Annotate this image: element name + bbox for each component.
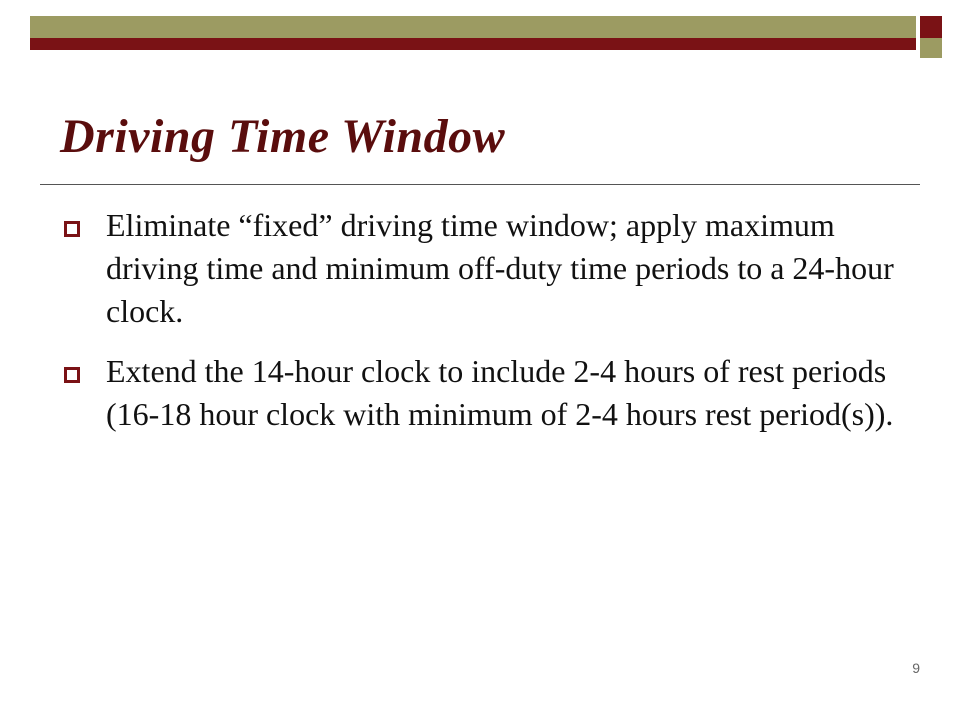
bullet-list — [0, 204, 960, 453]
header-corner-olive-square — [920, 38, 942, 58]
slide-title: Driving Time Window — [60, 110, 506, 163]
bullet-text: Eliminate “fixed” driving time window; apply maximum driving time and minimum off-duty time periods to a 24-hour clock. — [106, 207, 894, 329]
bullet-text: Extend the 14-hour clock to include 2-4 hours of rest periods (16-18 hour clock with minimum of 2-4 hours rest period(s)). — [106, 353, 894, 432]
page-number: 9 — [912, 660, 920, 676]
header-corner-red-square — [920, 16, 942, 38]
header-bar-olive — [30, 16, 916, 38]
hollow-square-bullet-icon — [64, 367, 80, 383]
title-divider — [40, 184, 920, 185]
header-bar-red — [30, 38, 916, 50]
bullet-item — [0, 204, 960, 333]
hollow-square-bullet-icon — [64, 221, 80, 237]
bullet-item — [0, 350, 960, 436]
